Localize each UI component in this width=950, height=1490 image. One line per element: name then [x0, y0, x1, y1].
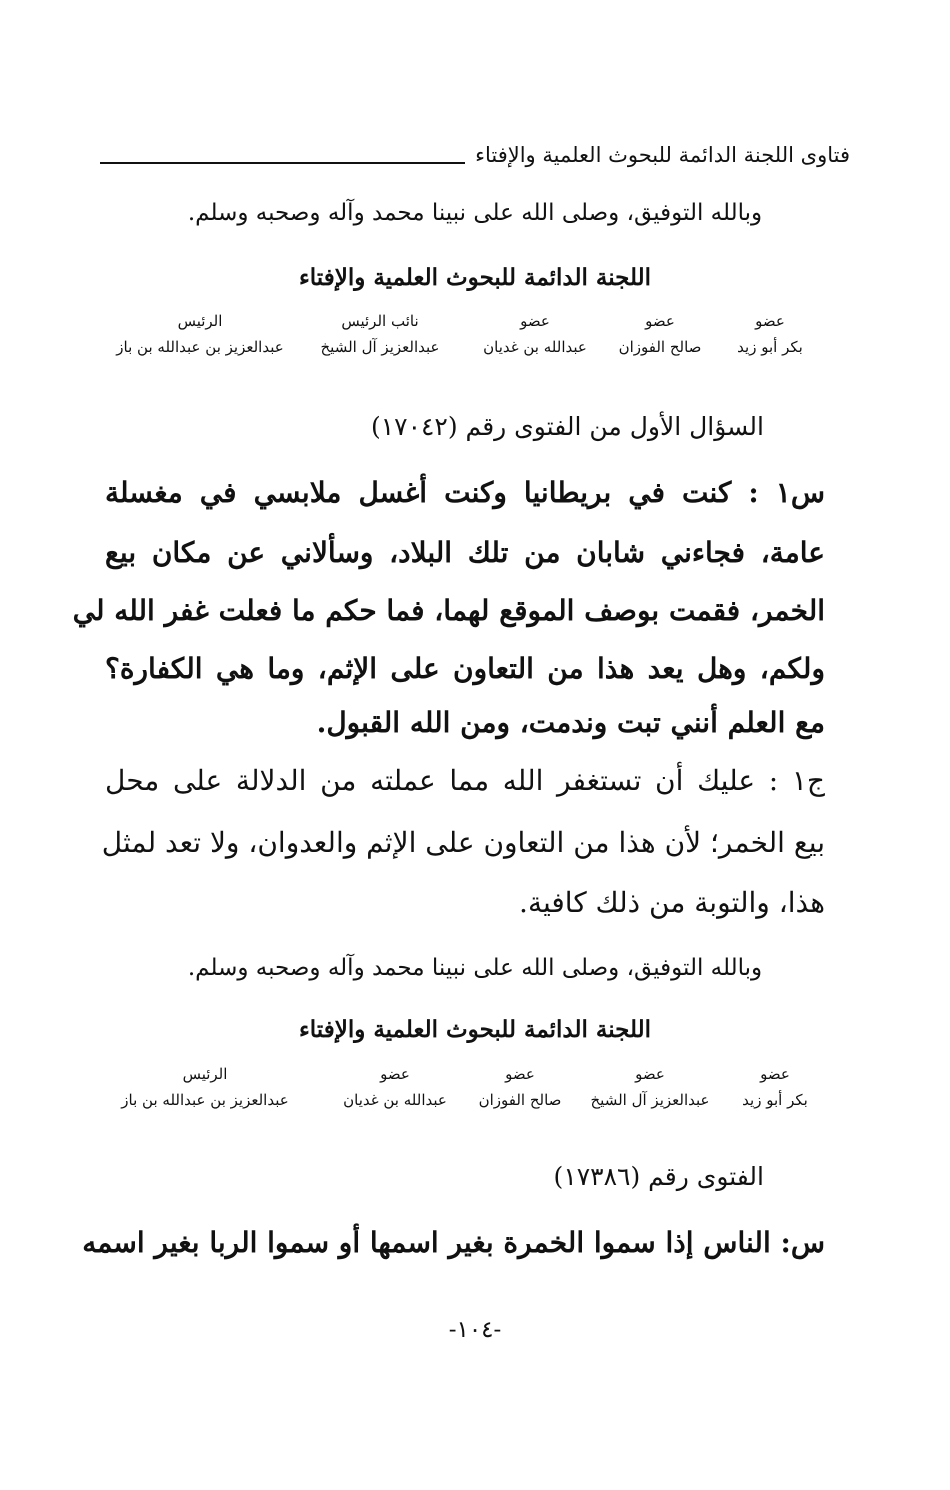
header-rule — [100, 162, 465, 164]
signatory-name: عبدالعزيز بن عبدالله بن باز — [116, 338, 284, 356]
signatory-name: عبدالعزيز آل الشيخ — [320, 338, 440, 356]
committee-name: اللجنة الدائمة للبحوث العلمية والإفتاء — [298, 264, 652, 291]
signatory-title: الرئيس — [177, 312, 223, 330]
signatory-5 — [105, 312, 295, 356]
question-line: مع العلم أنني تبت وندمت، ومن الله القبول. — [316, 706, 825, 739]
running-head-title: فتاوى اللجنة الدائمة للبحوث العلمية والإفتاء — [475, 143, 850, 167]
signatory-name: عبدالعزيز بن عبدالله بن باز — [121, 1091, 289, 1109]
signatory-3 — [465, 1065, 575, 1109]
signatory-title: عضو — [645, 312, 675, 330]
committee-name: اللجنة الدائمة للبحوث العلمية والإفتاء — [298, 1016, 652, 1043]
signatory-title: عضو — [635, 1065, 665, 1083]
signatory-1 — [725, 1065, 825, 1109]
answer-line: ج١ : عليك أن تستغفر الله مما عملته من الدلالة على محل — [105, 764, 825, 797]
signatory-title: عضو — [520, 312, 550, 330]
signatory-2 — [575, 1065, 725, 1109]
closing-formula: وبالله التوفيق، وصلى الله على نبينا محمد وآله وصحبه وسلم. — [187, 200, 763, 226]
question-line: س: الناس إذا سموا الخمرة بغير اسمها أو سموا الربا بغير اسمه — [82, 1226, 825, 1259]
signatory-title: عضو — [380, 1065, 410, 1083]
signatory-title: عضو — [755, 312, 785, 330]
signatory-name: بكر أبو زيد — [737, 338, 803, 356]
signatory-title: نائب الرئيس — [341, 312, 419, 330]
signatory-name: صالح الفوزان — [478, 1091, 562, 1109]
answer-line: بيع الخمر؛ لأن هذا من التعاون على الإثم والعدوان، ولا تعد لمثل — [101, 826, 825, 859]
question-line: س١ : كنت في بريطانيا وكنت أغسل ملابسي في مغسلة — [105, 476, 825, 509]
signatory-title: الرئيس — [182, 1065, 228, 1083]
signatory-1 — [715, 312, 825, 356]
signatory-name: صالح الفوزان — [618, 338, 702, 356]
signatory-name: عبدالله بن غديان — [483, 338, 587, 356]
question-line: ولكم، وهل يعد هذا من التعاون على الإثم، وما هي الكفارة؟ — [105, 652, 825, 685]
signatory-4 — [325, 1065, 465, 1109]
fatwa-heading: الفتوى رقم (١٧٣٨٦) — [553, 1162, 764, 1191]
signatory-name: بكر أبو زيد — [742, 1091, 808, 1109]
running-header — [100, 128, 850, 168]
signatory-title: عضو — [505, 1065, 535, 1083]
signatory-name: عبدالله بن غديان — [343, 1091, 447, 1109]
closing-formula: وبالله التوفيق، وصلى الله على نبينا محمد وآله وصحبه وسلم. — [187, 955, 763, 981]
page-number: -١٠٤- — [448, 1317, 502, 1343]
fatwa-heading: السؤال الأول من الفتوى رقم (١٧٠٤٢) — [370, 412, 764, 441]
signatory-name: عبدالعزيز آل الشيخ — [590, 1091, 710, 1109]
question-line: عامة، فجاءني شابان من تلك البلاد، وسألاني عن مكان بيع — [105, 536, 825, 569]
signatory-3 — [470, 312, 600, 356]
signatory-2 — [605, 312, 715, 356]
signatory-title: عضو — [760, 1065, 790, 1083]
signatory-5 — [105, 1065, 305, 1109]
question-line: الخمر، فقمت بوصف الموقع لهما، فما حكم ما فعلت غفر الله لي — [72, 594, 825, 627]
signatory-4 — [300, 312, 460, 356]
answer-line: هذا، والتوبة من ذلك كافية. — [519, 886, 825, 919]
